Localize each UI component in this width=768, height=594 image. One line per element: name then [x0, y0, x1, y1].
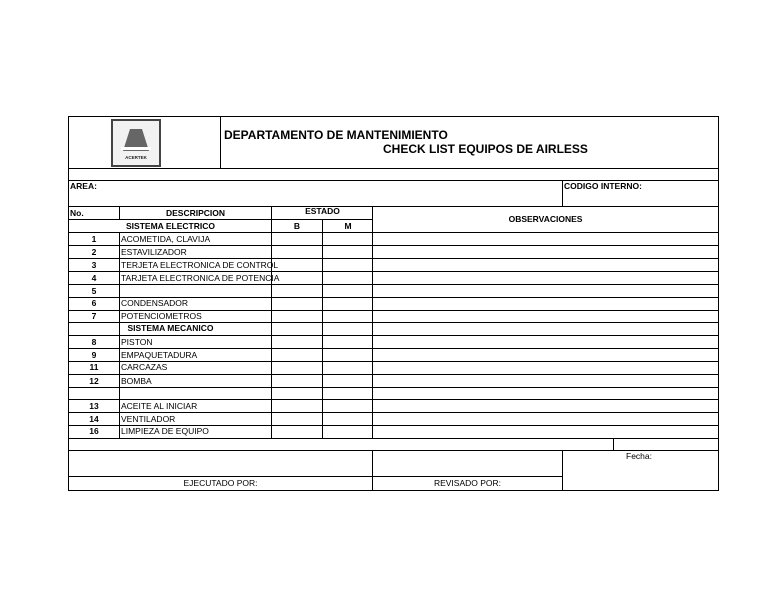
page-title: DEPARTAMENTO DE MANTENIMIENTO: [224, 128, 448, 142]
row-description: TARJETA ELECTRONICA DE POTENCIA: [121, 273, 280, 283]
row-no: 8: [91, 337, 97, 347]
divider: [613, 438, 614, 450]
row-line: [68, 284, 719, 285]
row-no: 5: [91, 286, 97, 296]
column-line: [119, 206, 120, 219]
row-no: 1: [91, 234, 97, 244]
row-no: 2: [91, 247, 97, 257]
column-header-observaciones: OBSERVACIONES: [508, 214, 583, 224]
row-line: [68, 374, 719, 375]
row-description: EMPAQUETADURA: [121, 350, 198, 360]
column-line: [322, 219, 323, 438]
row-description: VENTILADOR: [121, 414, 176, 424]
row-description: ACEITE AL INICIAR: [121, 401, 198, 411]
column-header-m: M: [344, 221, 352, 231]
row-line: [68, 387, 719, 388]
divider: [220, 116, 221, 168]
column-header-descripcion: DESCRIPCION: [165, 208, 226, 218]
row-no: 11: [89, 362, 99, 372]
column-header-no: No.: [70, 208, 84, 218]
fecha-label: Fecha:: [626, 451, 652, 461]
revisado-por-label: REVISADO POR:: [433, 478, 502, 488]
row-no: 6: [91, 298, 97, 308]
row-description: ACOMETIDA, CLAVIJA: [121, 234, 211, 244]
row-line: [68, 335, 719, 336]
row-description: PISTON: [121, 337, 153, 347]
row-no: 16: [89, 426, 99, 436]
row-description: BOMBA: [121, 376, 152, 386]
column-header-estado: ESTADO: [305, 206, 340, 216]
logo-text: ACERTEK: [125, 155, 147, 160]
row-no: 7: [91, 311, 97, 321]
row-description: TERJETA ELECTRONICA DE CONTROL: [121, 260, 279, 270]
codigo-interno-label: CODIGO INTERNO:: [564, 181, 642, 191]
column-header-b: B: [293, 221, 301, 231]
area-label: AREA:: [70, 181, 97, 191]
row-no: 9: [91, 350, 97, 360]
row-description: ESTAVILIZADOR: [121, 247, 187, 257]
row-no: 4: [91, 273, 97, 283]
row-no: 12: [89, 376, 99, 386]
section-sistema-mecanico: SISTEMA MECANICO: [127, 323, 214, 333]
divider: [562, 450, 563, 490]
row-no: 14: [89, 414, 99, 424]
section-sistema-electrico: SISTEMA ELECTRICO: [126, 221, 215, 231]
column-line: [372, 206, 373, 438]
row-no: 3: [91, 260, 97, 270]
row-description: LIMPIEZA DE EQUIPO: [121, 426, 209, 436]
column-line: [271, 206, 272, 438]
row-description: CONDENSADOR: [121, 298, 189, 308]
row-description: CARCAZAS: [121, 362, 168, 372]
row-description: POTENCIOMETROS: [121, 311, 202, 321]
page-subtitle: CHECK LIST EQUIPOS DE AIRLESS: [383, 142, 588, 156]
row-no: 13: [89, 401, 99, 411]
column-line: [119, 232, 120, 438]
row-line: [68, 438, 719, 439]
divider: [68, 168, 719, 169]
company-logo: [111, 119, 161, 167]
row-line: [68, 450, 719, 451]
divider: [562, 180, 563, 207]
ejecutado-por-label: EJECUTADO POR:: [183, 478, 258, 488]
